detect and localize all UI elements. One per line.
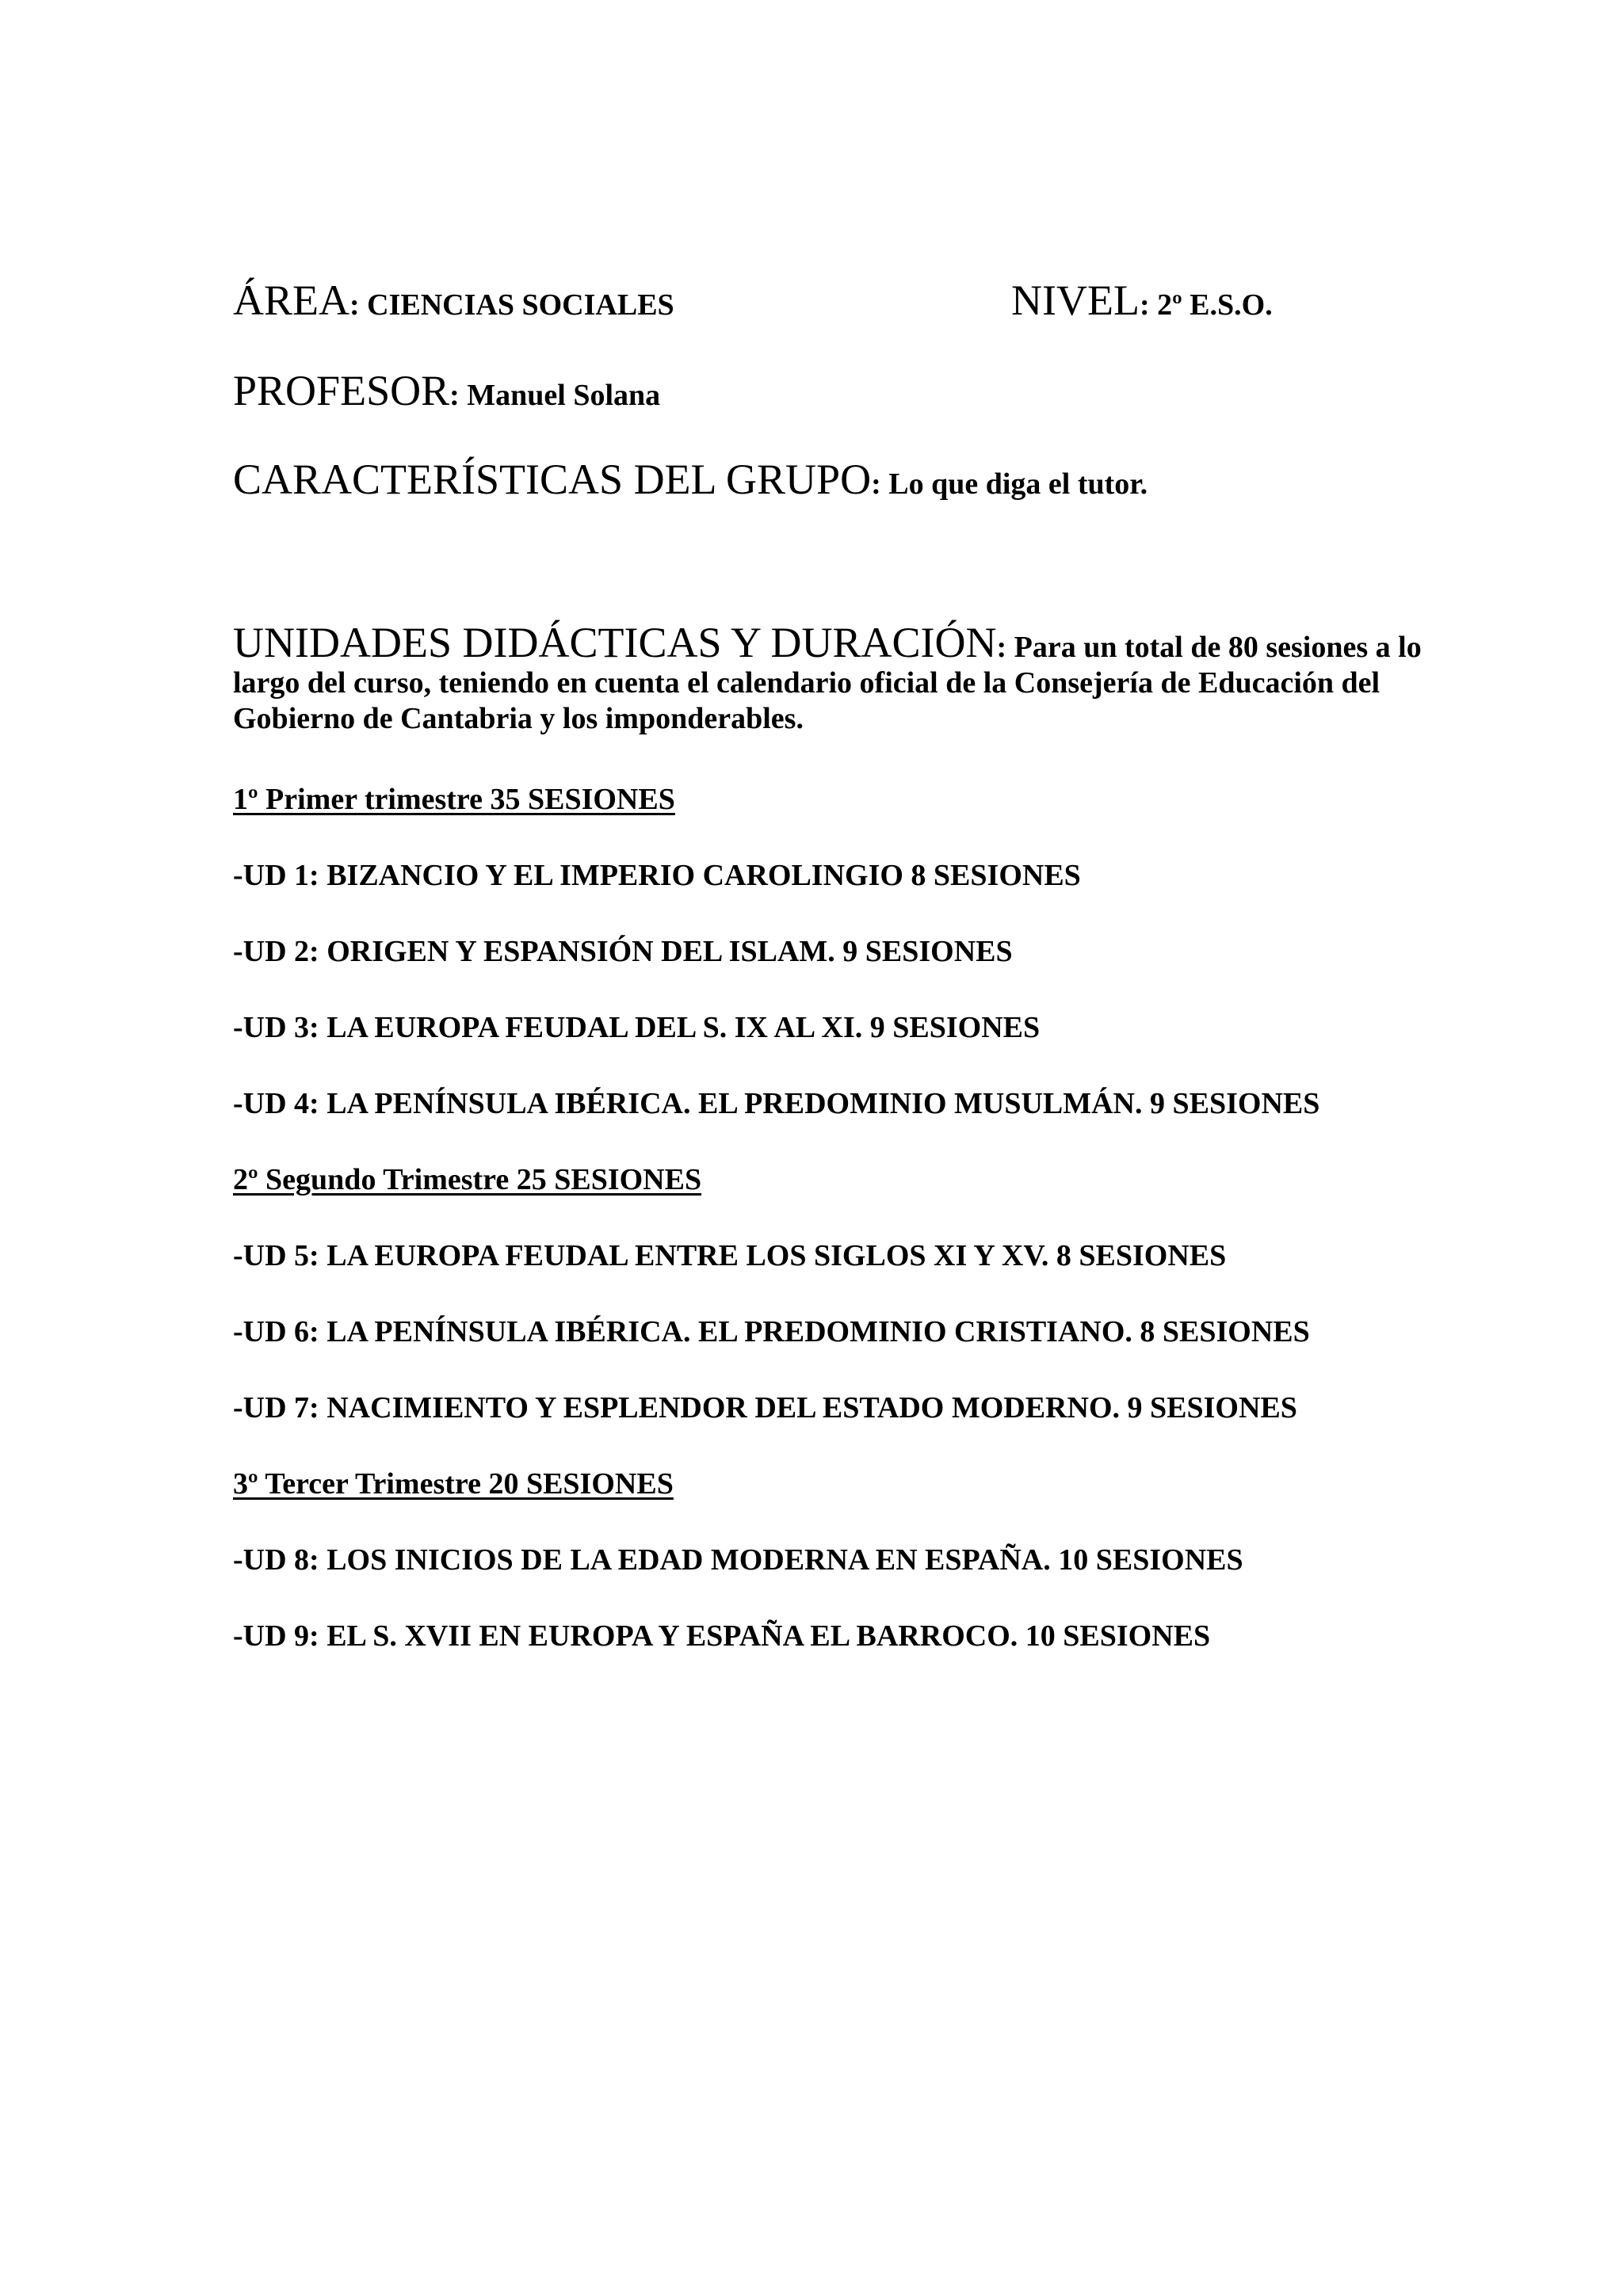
unidades-paragraph [233,621,1453,737]
grupo-line [233,458,1148,501]
unit-item: -UD 2: ORIGEN Y ESPANSIÓN DEL ISLAM. 9 SESIONES [233,935,1013,968]
area-value: : CIENCIAS SOCIALES [349,288,674,322]
unit-item: -UD 7: NACIMIENTO Y ESPLENDOR DEL ESTADO MODERNO. 9 SESIONES [233,1391,1297,1425]
area-line [233,279,674,322]
unit-item: -UD 8: LOS INICIOS DE LA EDAD MODERNA EN ESPAÑA. 10 SESIONES [233,1543,1243,1577]
profesor-label: PROFESOR [233,367,450,414]
profesor-line [233,369,660,412]
area-label: ÁREA [233,277,349,324]
nivel-value: : 2º E.S.O. [1139,288,1273,322]
unit-item: -UD 9: EL S. XVII EN EUROPA Y ESPAÑA EL BARROCO. 10 SESIONES [233,1619,1211,1653]
unit-item: -UD 3: LA EUROPA FEUDAL DEL S. IX AL XI. 9 SESIONES [233,1011,1041,1044]
unit-item: -UD 1: BIZANCIO Y EL IMPERIO CAROLINGIO 8 SESIONES [233,859,1081,892]
nivel-label: NIVEL [1011,277,1140,324]
trimestre-2-title: 2º Segundo Trimestre 25 SESIONES [233,1163,702,1196]
grupo-value: : Lo que diga el tutor. [871,467,1148,501]
unit-item: -UD 4: LA PENÍNSULA IBÉRICA. EL PREDOMINIO MUSULMÁN. 9 SESIONES [233,1087,1320,1120]
profesor-value: : Manuel Solana [449,379,661,412]
nivel-line [1011,279,1273,322]
trimestre-3-title: 3º Tercer Trimestre 20 SESIONES [233,1467,674,1501]
unidades-heading: UNIDADES DIDÁCTICAS Y DURACIÓN [233,619,997,666]
unit-item: -UD 5: LA EUROPA FEUDAL ENTRE LOS SIGLOS XI Y XV. 8 SESIONES [233,1239,1227,1272]
unidades-intro: : Para un total de 80 sesiones a lo largo del curso, teniendo en cuenta el calendario oficial de la Consejería de Educación del Gobierno de Cantabria y los imponderables. [233,631,1422,735]
grupo-label: CARACTERÍSTICAS DEL GRUPO [233,456,872,503]
trimestre-1-title: 1º Primer trimestre 35 SESIONES [233,783,675,816]
unit-item: -UD 6: LA PENÍNSULA IBÉRICA. EL PREDOMINIO CRISTIANO. 8 SESIONES [233,1315,1310,1348]
